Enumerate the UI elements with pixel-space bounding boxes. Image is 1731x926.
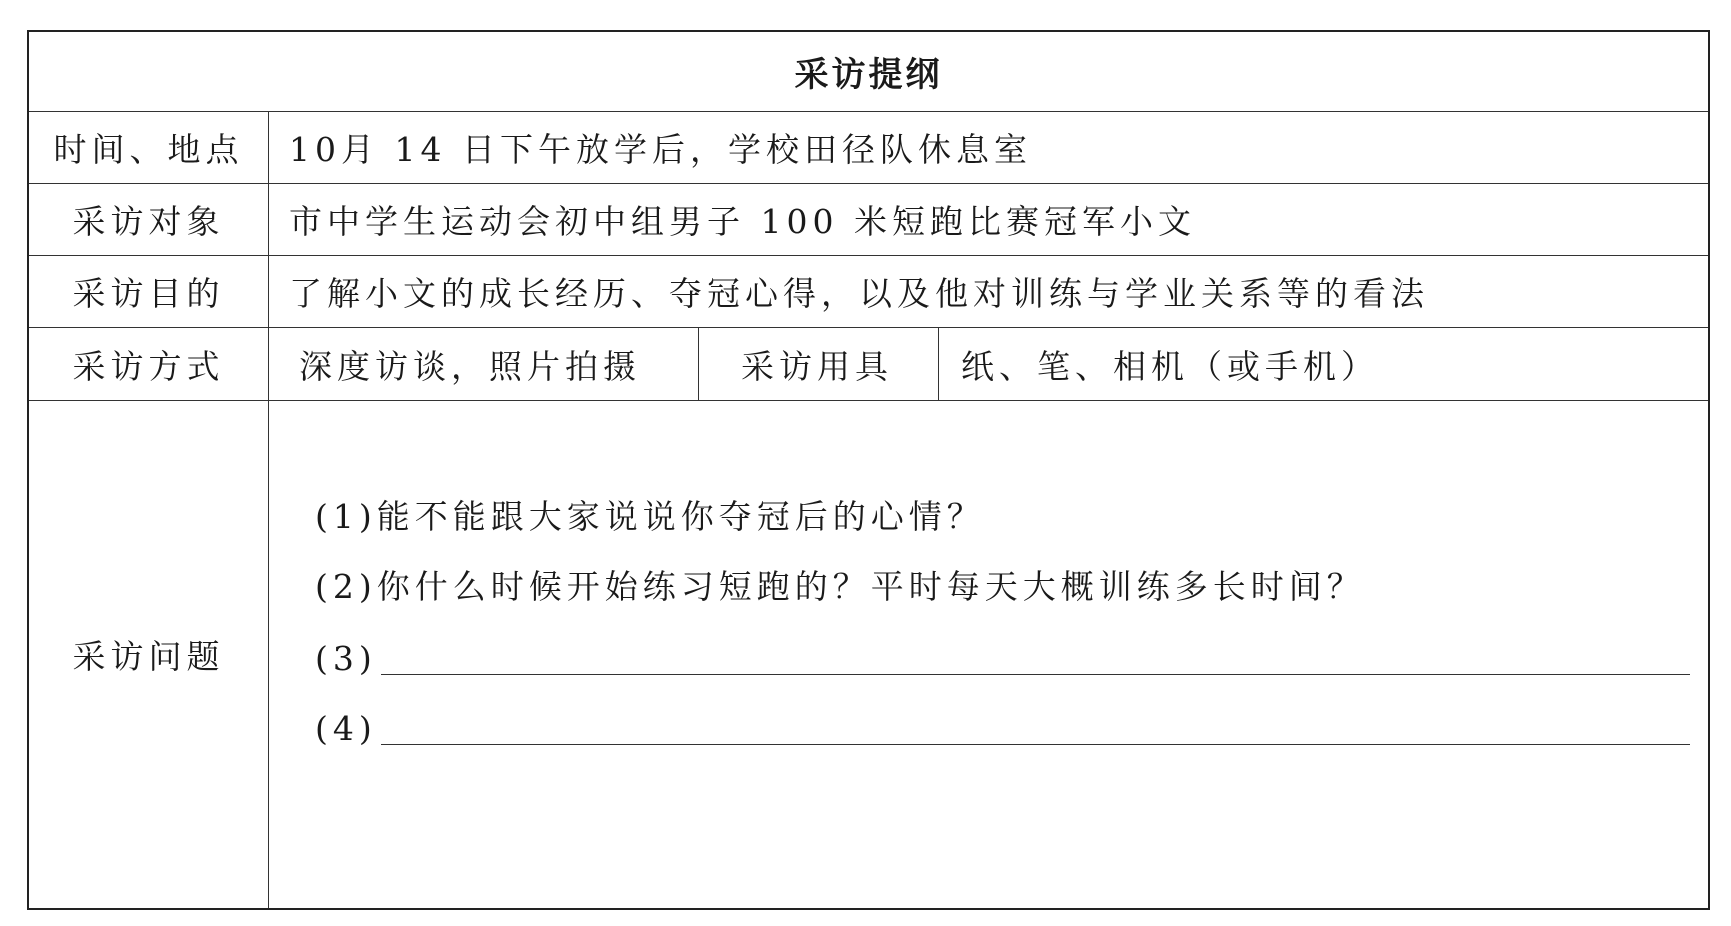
question-number: (4) bbox=[315, 709, 377, 748]
value-time-place: 10月 14 日下午放学后，学校田径队休息室 bbox=[289, 130, 1032, 169]
value-subject: 市中学生运动会初中组男子 100 米短跑比赛冠军小文 bbox=[289, 202, 1196, 241]
answer-line[interactable] bbox=[381, 743, 1690, 745]
questions-list bbox=[269, 401, 1708, 908]
answer-line[interactable] bbox=[381, 673, 1690, 675]
question-blank bbox=[315, 699, 1690, 748]
row-purpose bbox=[29, 256, 1708, 328]
label-tools: 采访用具 bbox=[699, 328, 939, 400]
value-tools: 纸、笔、相机（或手机） bbox=[961, 346, 1379, 386]
row-method bbox=[29, 328, 1708, 401]
table-title-row bbox=[29, 32, 1708, 112]
table-title: 采访提纲 bbox=[794, 55, 943, 95]
interview-outline-table bbox=[27, 30, 1710, 910]
row-time-place bbox=[29, 112, 1708, 184]
question-item: (2)你什么时候开始练习短跑的？平时每天大概训练多长时间？ bbox=[315, 567, 1365, 606]
label-method: 采访方式 bbox=[29, 328, 269, 400]
row-questions bbox=[29, 401, 1708, 908]
value-method: 深度访谈，照片拍摄 bbox=[269, 328, 699, 400]
label-time-place: 时间、地点 bbox=[29, 112, 269, 183]
row-subject bbox=[29, 184, 1708, 256]
label-purpose: 采访目的 bbox=[29, 256, 269, 327]
value-purpose: 了解小文的成长经历、夺冠心得，以及他对训练与学业关系等的看法 bbox=[289, 274, 1429, 313]
question-number: (3) bbox=[315, 639, 377, 678]
label-subject: 采访对象 bbox=[29, 184, 269, 255]
label-questions: 采访问题 bbox=[29, 401, 269, 908]
question-blank bbox=[315, 629, 1690, 678]
question-item: (1)能不能跟大家说说你夺冠后的心情？ bbox=[315, 497, 985, 536]
